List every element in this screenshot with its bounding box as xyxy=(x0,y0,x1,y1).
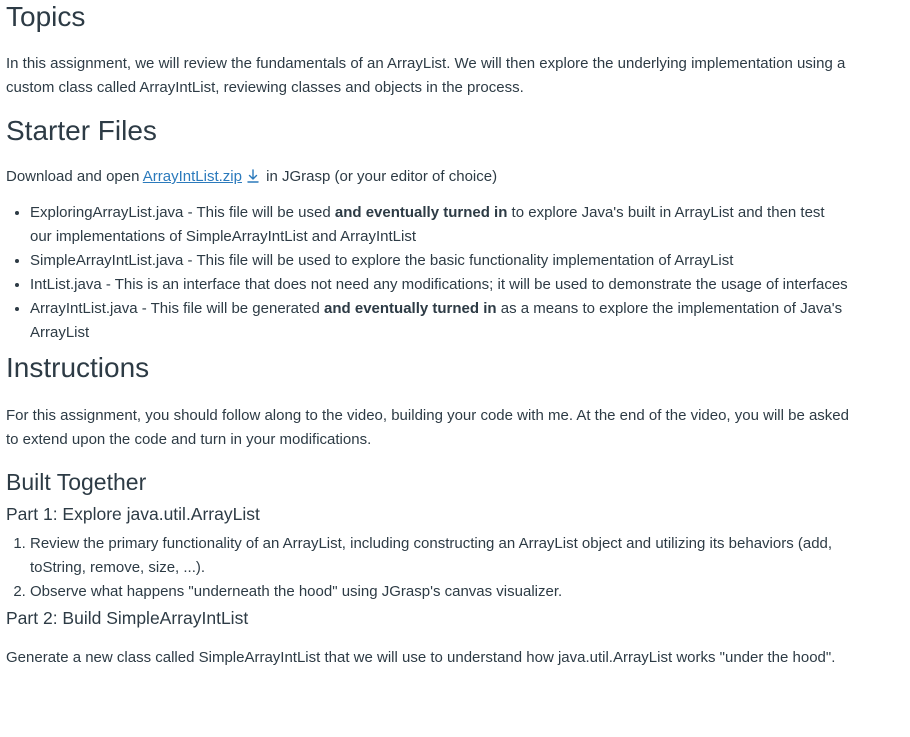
file-description-text: ArrayIntList.java - This file will be generated xyxy=(30,300,325,317)
download-icon[interactable] xyxy=(246,167,260,181)
file-description-text: IntList.java - This is an interface that does not need any modifications; it will be used to demonstrate the usage of interfaces xyxy=(30,276,848,293)
file-description-text: ExploringArrayList.java - This file will be used xyxy=(30,204,335,221)
file-description-text: SimpleArrayIntList.java - This file will be used to explore the basic functionality implementation of ArrayList xyxy=(30,252,734,269)
starter-files-heading: Starter Files xyxy=(6,115,157,146)
starter-files-list xyxy=(6,201,850,345)
list-item xyxy=(30,297,850,345)
list-item: 1. Review the primary functionality of an ArrayList, including constructing an ArrayList object and utilizing its behaviors (add, toString, remove, size, ...). xyxy=(30,532,850,580)
instructions-paragraph: For this assignment, you should follow along to the video, building your code with me. At the end of the video, you will be asked to extend upon the code and turn in your modifications. xyxy=(6,407,849,448)
list-item: 2. Observe what happens "underneath the hood" using JGrasp's canvas visualizer. xyxy=(30,580,850,604)
download-zip-link[interactable]: ArrayIntList.zip xyxy=(142,168,242,185)
file-description-text: as a means to explore the implementation of Java's ArrayList xyxy=(30,300,843,341)
download-paragraph xyxy=(6,165,850,189)
part1-heading: Part 1: Explore java.util.ArrayList xyxy=(6,504,260,524)
instructions-heading: Instructions xyxy=(6,352,150,383)
part1-steps-list xyxy=(6,532,850,604)
list-item xyxy=(30,249,850,273)
list-item xyxy=(30,273,850,297)
topics-intro-paragraph: In this assignment, we will review the fundamentals of an ArrayList. We will then explore the underlying implementation using a custom class called ArrayIntList, reviewing classes and objects in the process. xyxy=(6,55,846,96)
part2-paragraph: Generate a new class called SimpleArrayIntList that we will use to understand how java.util.ArrayList works "under the hood". xyxy=(6,649,836,666)
list-item xyxy=(30,201,850,249)
file-emphasis-text: and eventually turned in xyxy=(324,300,497,317)
topics-heading: Topics xyxy=(6,1,86,32)
file-description-text: to explore Java's built in ArrayList and then test our implementations of SimpleArrayIntList and ArrayIntList xyxy=(30,204,825,245)
part2-heading: Part 2: Build SimpleArrayIntList xyxy=(6,608,249,628)
download-suffix-text: in JGrasp (or your editor of choice) xyxy=(261,168,498,185)
built-together-heading: Built Together xyxy=(6,469,147,495)
file-emphasis-text: and eventually turned in xyxy=(334,204,508,221)
download-prefix-text: Download and open xyxy=(6,168,143,185)
